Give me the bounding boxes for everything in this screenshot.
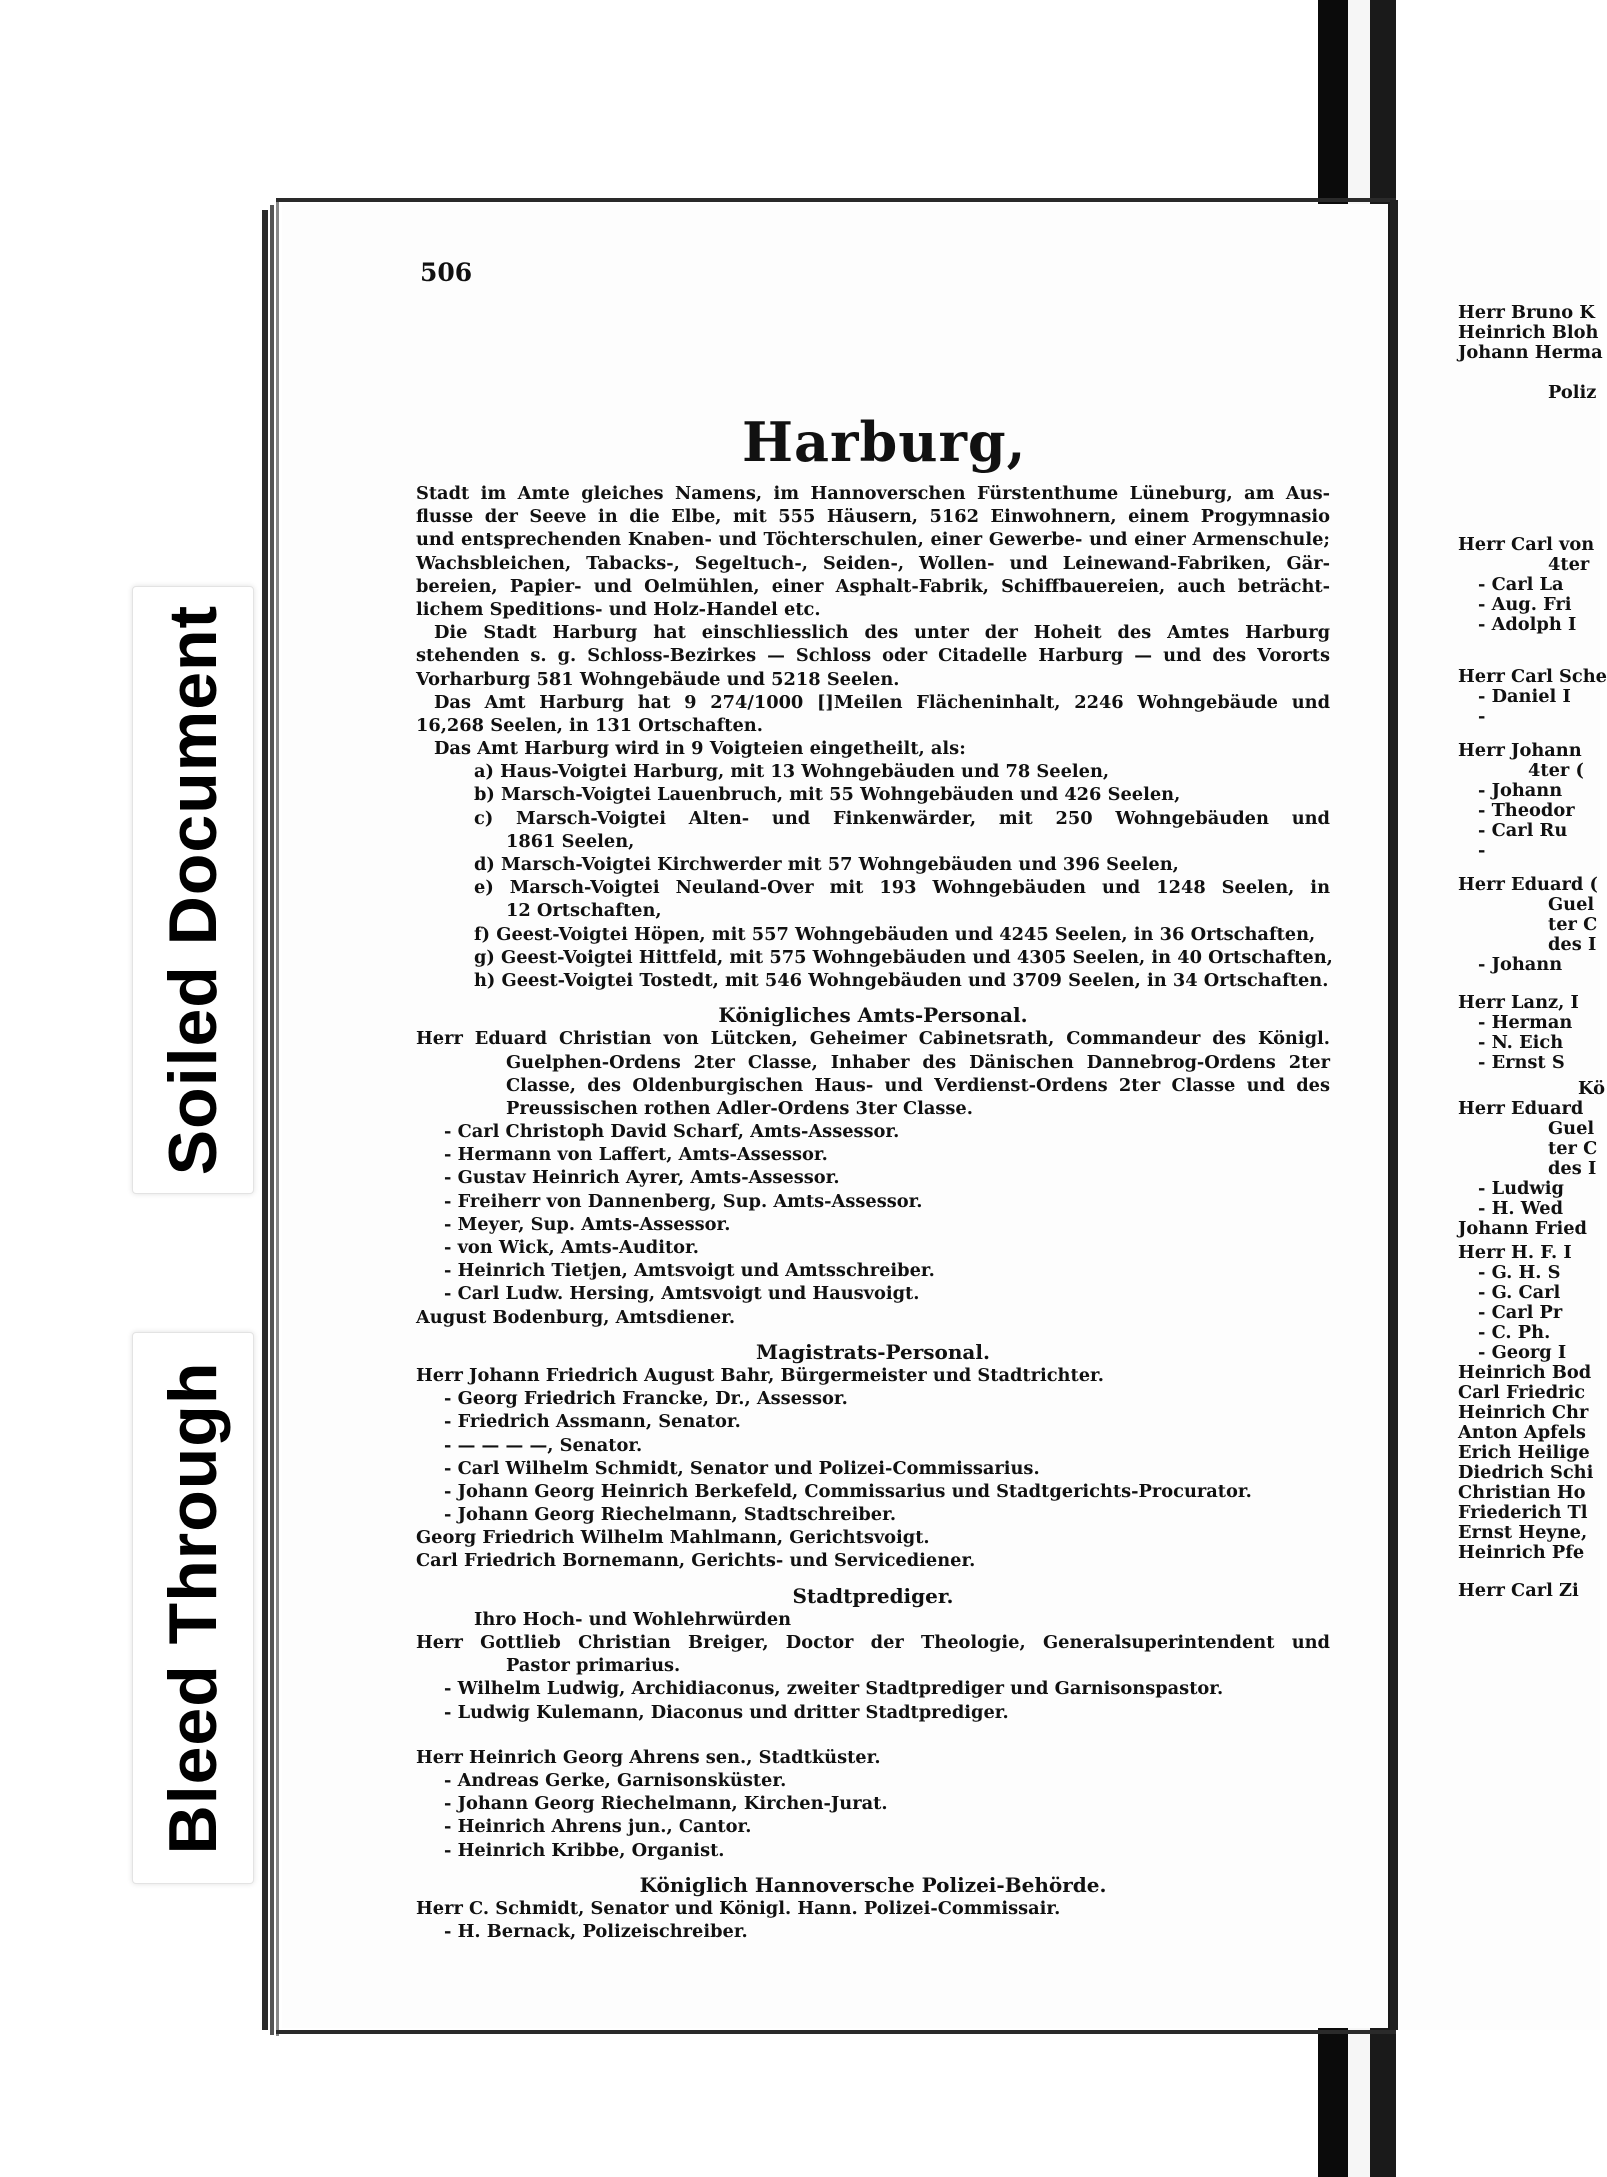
right-page-fragment: - G. H. S <box>1478 1262 1561 1283</box>
page-edge <box>276 200 279 2036</box>
section-heading: Königliches Amts-Personal. <box>718 1003 1028 1028</box>
text-line: - Wilhelm Ludwig, Archidiaconus, zweiter Stadtprediger und Garnisonspastor. <box>444 1678 1224 1700</box>
right-page-fragment: Heinrich Chr <box>1458 1402 1589 1423</box>
right-page-fragment: Heinrich Bod <box>1458 1362 1592 1383</box>
right-page-fragment: ter C <box>1548 1138 1598 1159</box>
text-line: und entsprechenden Knaben- und Töchterschulen, einer Gewerbe- und einer Armenschule; <box>416 529 1330 551</box>
right-page-fragment: - G. Carl <box>1478 1282 1561 1303</box>
book-gutter <box>1390 200 1398 2030</box>
right-page-fragment: - Georg I <box>1478 1342 1567 1363</box>
text-line: a) Haus-Voigtei Harburg, mit 13 Wohngebäuden und 78 Seelen, <box>474 761 1110 783</box>
page-edge-bottom <box>276 2030 1396 2034</box>
right-page-fragment: Johann Fried <box>1458 1218 1587 1239</box>
text-line: - Andreas Gerke, Garnisonsküster. <box>444 1769 787 1791</box>
text-line: - von Wick, Amts-Auditor. <box>444 1237 699 1258</box>
text-line: August Bodenburg, Amtsdiener. <box>416 1306 736 1328</box>
right-page-fragment: Herr H. F. I <box>1458 1242 1572 1263</box>
text-line: - Carl Christoph David Scharf, Amts-Assessor. <box>444 1121 900 1143</box>
text-line: 12 Ortschaften, <box>506 900 662 922</box>
text-line: bereien, Papier- und Oelmühlen, einer Asphalt-Fabrik, Schiffbauereien, auch beträcht- <box>416 575 1330 597</box>
text-line: - Gustav Heinrich Ayrer, Amts-Assessor. <box>444 1167 840 1189</box>
text-line: - Carl Ludw. Hersing, Amtsvoigt und Hausvoigt. <box>444 1283 920 1305</box>
text-line: Preussischen rothen Adler-Ordens 3ter Classe. <box>506 1097 973 1119</box>
text-line: - Heinrich Kribbe, Organist. <box>444 1839 725 1861</box>
right-page-fragment: Herr Bruno K <box>1458 302 1595 323</box>
right-page-fragment: - Adolph I <box>1478 614 1577 635</box>
right-page-fragment: Erich Heilige <box>1458 1442 1590 1463</box>
text-line: b) Marsch-Voigtei Lauenbruch, mit 55 Wohngebäuden und 426 Seelen, <box>474 784 1181 806</box>
text-line: - Carl Wilhelm Schmidt, Senator und Polizei-Commissarius. <box>444 1457 1040 1479</box>
right-page-fragment: Herr Eduard <box>1458 1098 1584 1119</box>
right-page-fragment: Herr Johann <box>1458 740 1582 761</box>
right-page-fragment: - Carl Pr <box>1478 1302 1563 1323</box>
right-page-fragment: ter C <box>1548 914 1598 935</box>
bleed-through-label-text: Bleed Through <box>155 1361 231 1855</box>
right-page-fragment: - Theodor <box>1478 800 1575 821</box>
right-page-fragment: Herr Carl Zi <box>1458 1580 1579 1601</box>
left-page-text <box>416 482 1333 1943</box>
right-page-fragment: des I <box>1548 934 1597 955</box>
right-page-fragment: Christian Ho <box>1458 1482 1586 1503</box>
text-line: Die Stadt Harburg hat einschliesslich des unter der Hoheit des Amtes Harburg <box>434 622 1330 644</box>
page-edge <box>270 205 274 2035</box>
text-line: Pastor primarius. <box>506 1655 681 1677</box>
right-page-fragment: 4ter ( <box>1528 760 1584 781</box>
text-line: stehenden s. g. Schloss-Bezirkes — Schloss oder Citadelle Harburg — und des Vororts <box>416 645 1330 667</box>
right-page-fragment: Poliz <box>1548 382 1597 403</box>
text-line: Georg Friedrich Wilhelm Mahlmann, Gerichtsvoigt. <box>416 1527 930 1549</box>
right-page-fragment: - Johann <box>1478 954 1563 975</box>
text-line: - Heinrich Ahrens jun., Cantor. <box>444 1816 752 1838</box>
right-page-fragment: Johann Herma <box>1458 342 1603 363</box>
text-line: - Johann Georg Riechelmann, Stadtschreiber. <box>444 1504 897 1526</box>
text-line: - Ludwig Kulemann, Diaconus und dritter Stadtprediger. <box>444 1701 1009 1723</box>
right-page-fragment: - Aug. Fri <box>1478 594 1572 615</box>
section-heading: Magistrats-Personal. <box>756 1339 990 1364</box>
text-line: Herr Eduard Christian von Lütcken, Geheimer Cabinetsrath, Commandeur des Königl. <box>416 1028 1330 1050</box>
right-page-fragment: Heinrich Bloh <box>1458 322 1599 343</box>
text-line: flusse der Seeve in die Elbe, mit 555 Häusern, 5162 Einwohnern, einem Progymnasio <box>416 506 1330 528</box>
right-page-fragment: 4ter <box>1548 554 1590 575</box>
right-page-fragment: Kö <box>1578 1078 1605 1099</box>
bleed-through-label <box>132 1332 254 1884</box>
text-line: Herr Johann Friedrich August Bahr, Bürgermeister und Stadtrichter. <box>416 1364 1104 1386</box>
right-page-fragment: Guel <box>1548 894 1595 915</box>
text-line: - H. Bernack, Polizeischreiber. <box>444 1921 748 1943</box>
right-page-fragment: - Carl Ru <box>1478 820 1568 841</box>
right-page-fragment: - N. Eich <box>1478 1032 1564 1053</box>
text-line: e) Marsch-Voigtei Neuland-Over mit 193 Wohngebäuden und 1248 Seelen, in <box>474 877 1330 899</box>
right-page-fragment: - <box>1478 840 1486 861</box>
line-spacer <box>416 1862 1330 1874</box>
right-page-fragment: Carl Friedric <box>1458 1382 1586 1403</box>
text-line: - Heinrich Tietjen, Amtsvoigt und Amtsschreiber. <box>444 1260 935 1282</box>
right-page-fragment: - H. Wed <box>1478 1198 1564 1219</box>
right-page-fragment: Anton Apfels <box>1458 1422 1586 1443</box>
text-line: Das Amt Harburg hat 9 274/1000 []Meilen Flächeninhalt, 2246 Wohngebäude und <box>434 691 1330 713</box>
text-line: - — — — —, Senator. <box>444 1434 643 1456</box>
right-page-fragment: - C. Ph. <box>1478 1322 1551 1343</box>
right-page-fragment: Herr Lanz, I <box>1458 992 1579 1013</box>
right-page-fragment: - Daniel I <box>1478 686 1571 707</box>
right-page-fragment: Herr Eduard ( <box>1458 874 1598 895</box>
right-page-fragment: Heinrich Pfe <box>1458 1542 1585 1563</box>
text-line: Das Amt Harburg wird in 9 Voigteien eingetheilt, als: <box>434 738 966 760</box>
text-line: f) Geest-Voigtei Höpen, mit 557 Wohngebäuden und 4245 Seelen, in 36 Ortschaften, <box>474 923 1316 945</box>
right-page-fragment: - Ludwig <box>1478 1178 1564 1199</box>
text-line: c) Marsch-Voigtei Alten- und Finkenwärder, mit 250 Wohngebäuden und <box>474 807 1330 829</box>
text-line: - Georg Friedrich Francke, Dr., Assessor. <box>444 1388 848 1410</box>
section-heading: Königlich Hannoversche Polizei-Behörde. <box>639 1872 1107 1897</box>
right-page-fragment: Friederich Tl <box>1458 1502 1588 1523</box>
text-line: Carl Friedrich Bornemann, Gerichts- und Servicediener. <box>416 1550 976 1572</box>
page-edge-top <box>276 198 1396 202</box>
text-line: 16,268 Seelen, in 131 Ortschaften. <box>416 714 763 736</box>
right-page-fragment: des I <box>1548 1158 1597 1179</box>
text-line: Stadt im Amte gleiches Namens, im Hannoverschen Fürstenthume Lüneburg, am Aus- <box>416 483 1330 504</box>
right-page-fragment: - Ernst S <box>1478 1052 1565 1073</box>
line-spacer <box>416 1724 1330 1746</box>
page-edge <box>262 210 268 2030</box>
right-page-fragment: - <box>1478 706 1486 727</box>
text-line: Herr Heinrich Georg Ahrens sen., Stadtküster. <box>416 1746 881 1768</box>
page-title: Harburg, <box>742 410 1027 474</box>
text-line: Herr Gottlieb Christian Breiger, Doctor der Theologie, Generalsuperintendent und <box>416 1632 1330 1653</box>
section-heading: Stadtprediger. <box>792 1583 954 1608</box>
right-page-fragment: Ernst Heyne, <box>1458 1522 1588 1543</box>
text-line: Guelphen-Ordens 2ter Classe, Inhaber des Dänischen Dannebrog-Ordens 2ter <box>506 1051 1330 1073</box>
right-page-fragment: - Herman <box>1478 1012 1573 1033</box>
text-line: - Johann Georg Heinrich Berkefeld, Commissarius und Stadtgerichts-Procurator. <box>444 1480 1252 1502</box>
line-spacer <box>416 1573 1330 1585</box>
right-page-fragment: - Carl La <box>1478 574 1564 595</box>
text-line: Herr C. Schmidt, Senator und Königl. Hann. Polizei-Commissair. <box>416 1897 1061 1919</box>
right-page-fragment: - Johann <box>1478 780 1563 801</box>
right-page-fragment: Diedrich Schi <box>1458 1462 1594 1483</box>
text-line: Wachsbleichen, Tabacks-, Segeltuch-, Seiden-, Wollen- und Leinewand-Fabriken, Gär- <box>416 552 1330 574</box>
text-line: 1861 Seelen, <box>506 830 635 852</box>
text-line: h) Geest-Voigtei Tostedt, mit 546 Wohngebäuden und 3709 Seelen, in 34 Ortschaften. <box>474 969 1329 991</box>
soiled-document-label <box>132 586 254 1194</box>
text-line: Vorharburg 581 Wohngebäude und 5218 Seelen. <box>416 668 900 690</box>
text-line: - Freiherr von Dannenberg, Sup. Amts-Assessor. <box>444 1190 923 1212</box>
text-line: Ihro Hoch- und Wohlehrwürden <box>474 1608 792 1630</box>
text-line: - Johann Georg Riechelmann, Kirchen-Jurat. <box>444 1793 888 1815</box>
right-page-fragment: Herr Carl von <box>1458 534 1595 555</box>
text-line: lichem Speditions- und Holz-Handel etc. <box>416 598 821 620</box>
soiled-document-label-text: Soiled Document <box>155 604 231 1176</box>
line-spacer <box>416 1329 1330 1341</box>
right-page-fragment: Guel <box>1548 1118 1595 1139</box>
text-line: - Friedrich Assmann, Senator. <box>444 1411 741 1433</box>
text-line: - Hermann von Laffert, Amts-Assessor. <box>444 1144 828 1166</box>
text-line: Classe, des Oldenburgischen Haus- und Verdienst-Ordens 2ter Classe und des <box>506 1074 1330 1096</box>
right-page-fragment: Herr Carl Sche <box>1458 666 1607 687</box>
text-line: d) Marsch-Voigtei Kirchwerder mit 57 Wohngebäuden und 396 Seelen, <box>474 854 1179 875</box>
text-line: g) Geest-Voigtei Hittfeld, mit 575 Wohngebäuden und 4305 Seelen, in 40 Ortschaften, <box>474 946 1333 968</box>
page-number: 506 <box>420 258 473 287</box>
text-line: - Meyer, Sup. Amts-Assessor. <box>444 1213 731 1235</box>
